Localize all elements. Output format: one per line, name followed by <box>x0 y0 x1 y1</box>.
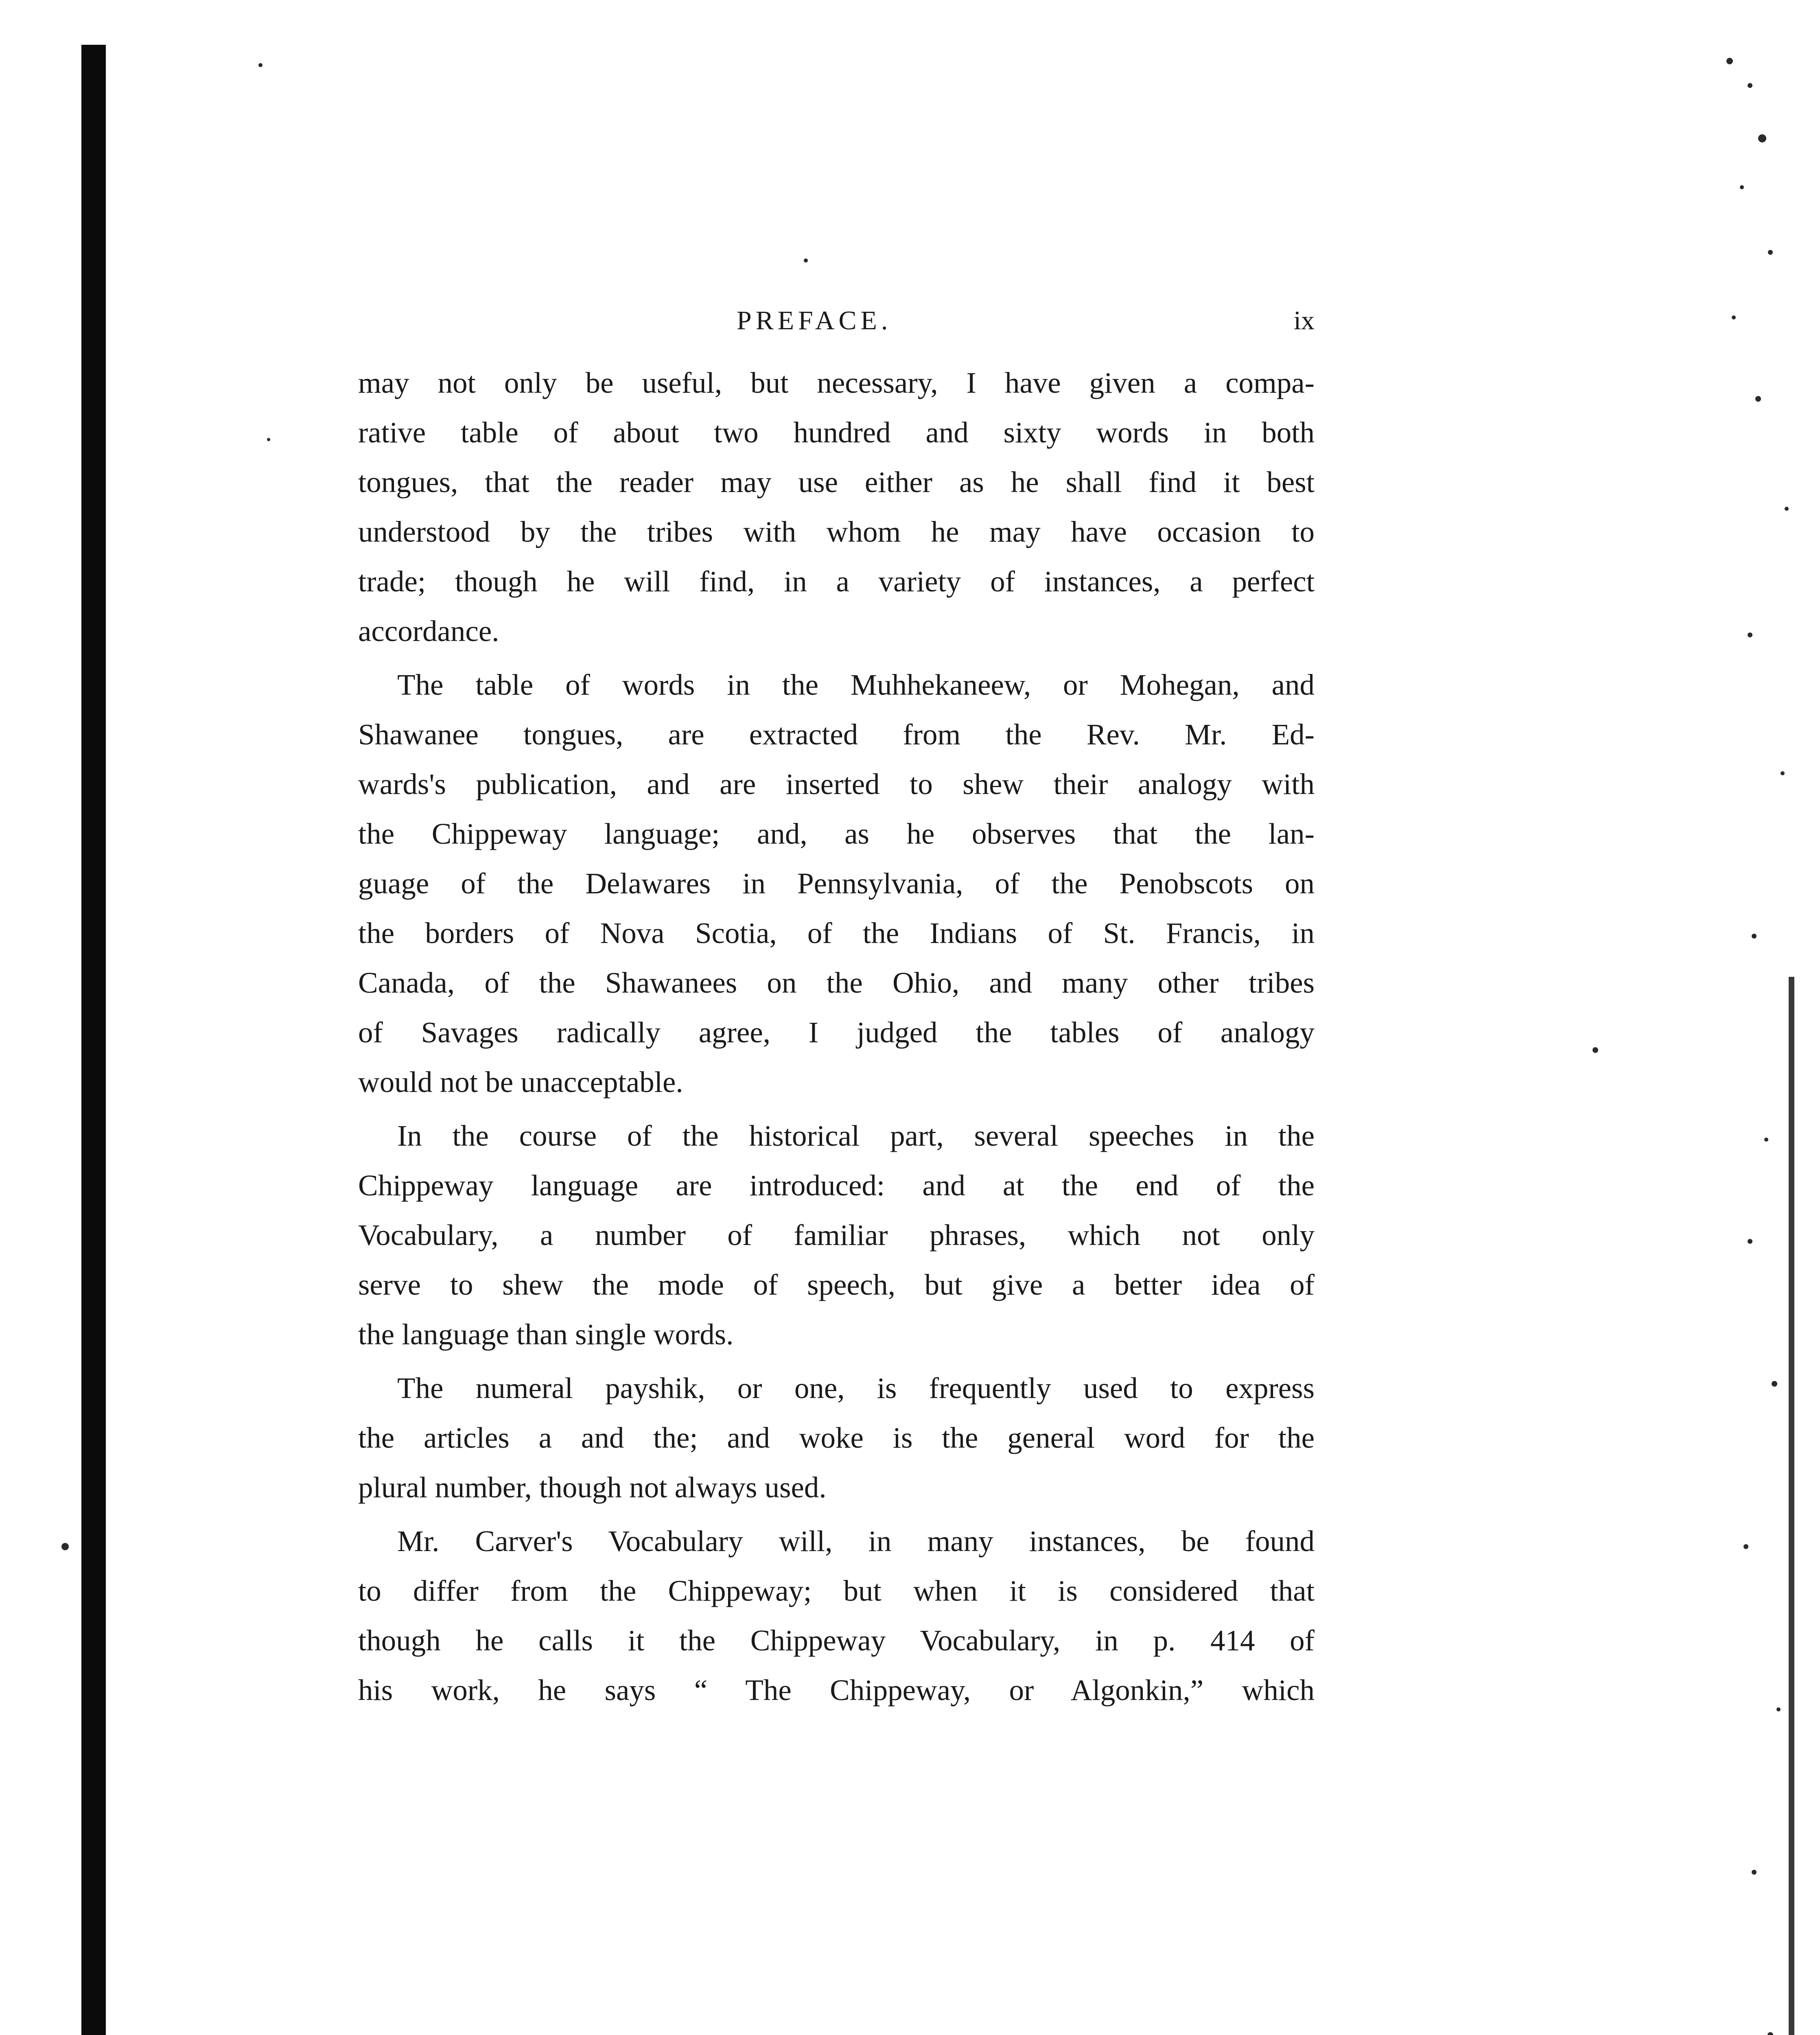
binding-shadow <box>81 45 106 2035</box>
paragraph <box>358 358 1315 656</box>
paragraph <box>358 1111 1315 1359</box>
text-line: In the course of the historical part, several speeches in the <box>397 1119 1315 1152</box>
text-line: the borders of Nova Scotia, of the Indians of St. Francis, in <box>358 917 1315 950</box>
text-line: rative table of about two hundred and sixty words in both <box>358 416 1315 449</box>
text-line: guage of the Delawares in Pennsylvania, of the Penobscots on <box>358 867 1315 900</box>
text-line: may not only be useful, but necessary, I have given a compa- <box>358 366 1315 399</box>
page-number: ix <box>1293 306 1315 335</box>
text-line: Shawanee tongues, are extracted from the Rev. Mr. Ed- <box>358 718 1315 751</box>
paragraph <box>358 1516 1315 1715</box>
text-line: the Chippeway language; and, as he observes that the lan- <box>358 817 1315 850</box>
paragraph <box>358 1363 1315 1512</box>
text-line: plural number, though not always used. <box>358 1471 827 1504</box>
text-line: wards's publication, and are inserted to shew their analogy with <box>358 768 1315 801</box>
body-text <box>358 358 1315 1715</box>
text-line: The table of words in the Muhhekaneew, or Mohegan, and <box>397 668 1315 701</box>
text-line: The numeral payshik, or one, is frequently used to express <box>397 1372 1315 1405</box>
text-line: of Savages radically agree, I judged the tables of analogy <box>358 1016 1315 1049</box>
text-line: serve to shew the mode of speech, but give a better idea of <box>358 1268 1315 1301</box>
text-line: Canada, of the Shawanees on the Ohio, and many other tribes <box>358 966 1315 999</box>
text-line: would not be unacceptable. <box>358 1066 683 1098</box>
text-line: his work, he says “ The Chippeway, or Algonkin,” which <box>358 1674 1315 1707</box>
text-line: Chippeway language are introduced: and at the end of the <box>358 1169 1315 1202</box>
text-line: the articles a and the; and woke is the general word for the <box>358 1421 1315 1454</box>
text-line: Mr. Carver's Vocabulary will, in many instances, be found <box>397 1525 1315 1558</box>
text-line: to differ from the Chippeway; but when it is considered that <box>358 1574 1315 1607</box>
paragraph <box>358 660 1315 1107</box>
text-line: though he calls it the Chippeway Vocabulary, in p. 414 of <box>358 1624 1315 1657</box>
text-line: trade; though he will find, in a variety of instances, a perfect <box>358 565 1315 598</box>
running-header <box>358 305 1315 346</box>
text-line: Vocabulary, a number of familiar phrases, which not only <box>358 1219 1315 1252</box>
text-line: the language than single words. <box>358 1318 734 1351</box>
text-line: accordance. <box>358 615 499 648</box>
running-title: PREFACE. <box>737 306 892 335</box>
text-line: tongues, that the reader may use either as he shall find it best <box>358 466 1315 499</box>
text-line: understood by the tribes with whom he may have occasion to <box>358 515 1315 548</box>
